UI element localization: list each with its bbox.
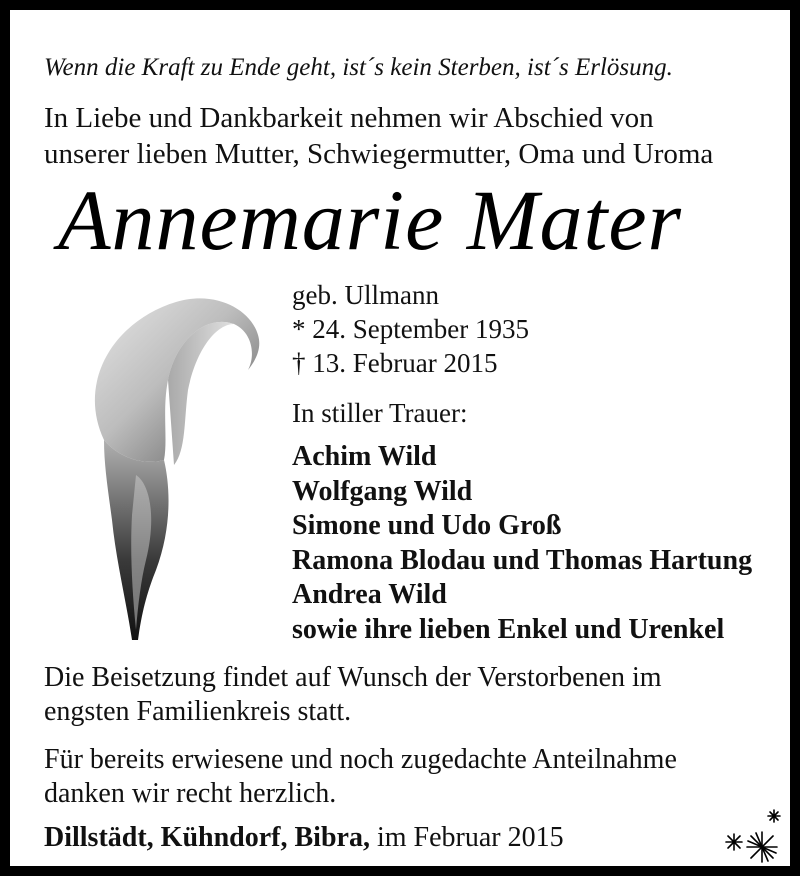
death-date: † 13. Februar 2015 (292, 348, 498, 378)
maiden-name: geb. Ullmann (292, 280, 439, 310)
intro-text (44, 100, 713, 172)
closing-date: im Februar 2015 (376, 822, 564, 853)
thanks-text (44, 743, 677, 811)
mourner-name: sowie ihre lieben Enkel und Urenkel (292, 613, 725, 645)
mourner-name: Ramona Blodau und Thomas Hartung (292, 544, 753, 576)
mourners-list (292, 440, 752, 647)
life-dates (292, 278, 529, 380)
burial-notice (44, 661, 662, 729)
intro-line: In Liebe und Dankbarkeit nehmen wir Abschied von (44, 102, 654, 134)
mourner-name: Andrea Wild (292, 579, 447, 610)
star-ornament-icon (710, 802, 790, 868)
closing-places: Dillstädt, Kühndorf, Bibra, (44, 822, 370, 853)
mourner-name: Wolfgang Wild (292, 475, 473, 507)
birth-date: * 24. September 1935 (292, 314, 529, 344)
closing-line (44, 822, 564, 854)
thanks-line: danken wir recht herzlich. (44, 778, 337, 809)
calla-lily-image (46, 260, 296, 650)
mourning-label: In stiller Trauer: (292, 398, 468, 428)
burial-line: engsten Familienkreis statt. (44, 696, 352, 727)
motto-quote: Wenn die Kraft zu Ende geht, ist´s kein Sterben, ist´s Erlösung. (44, 54, 673, 81)
burial-line: Die Beisetzung findet auf Wunsch der Verstorbenen im (44, 662, 662, 693)
mourner-name: Simone und Udo Groß (292, 510, 562, 541)
thanks-line: Für bereits erwiesene und noch zugedachte Anteilnahme (44, 744, 677, 775)
intro-line: unserer lieben Mutter, Schwiegermutter, Oma und Uroma (44, 138, 714, 170)
mourner-name: Achim Wild (292, 441, 437, 472)
deceased-name: Annemarie Mater (58, 172, 683, 268)
